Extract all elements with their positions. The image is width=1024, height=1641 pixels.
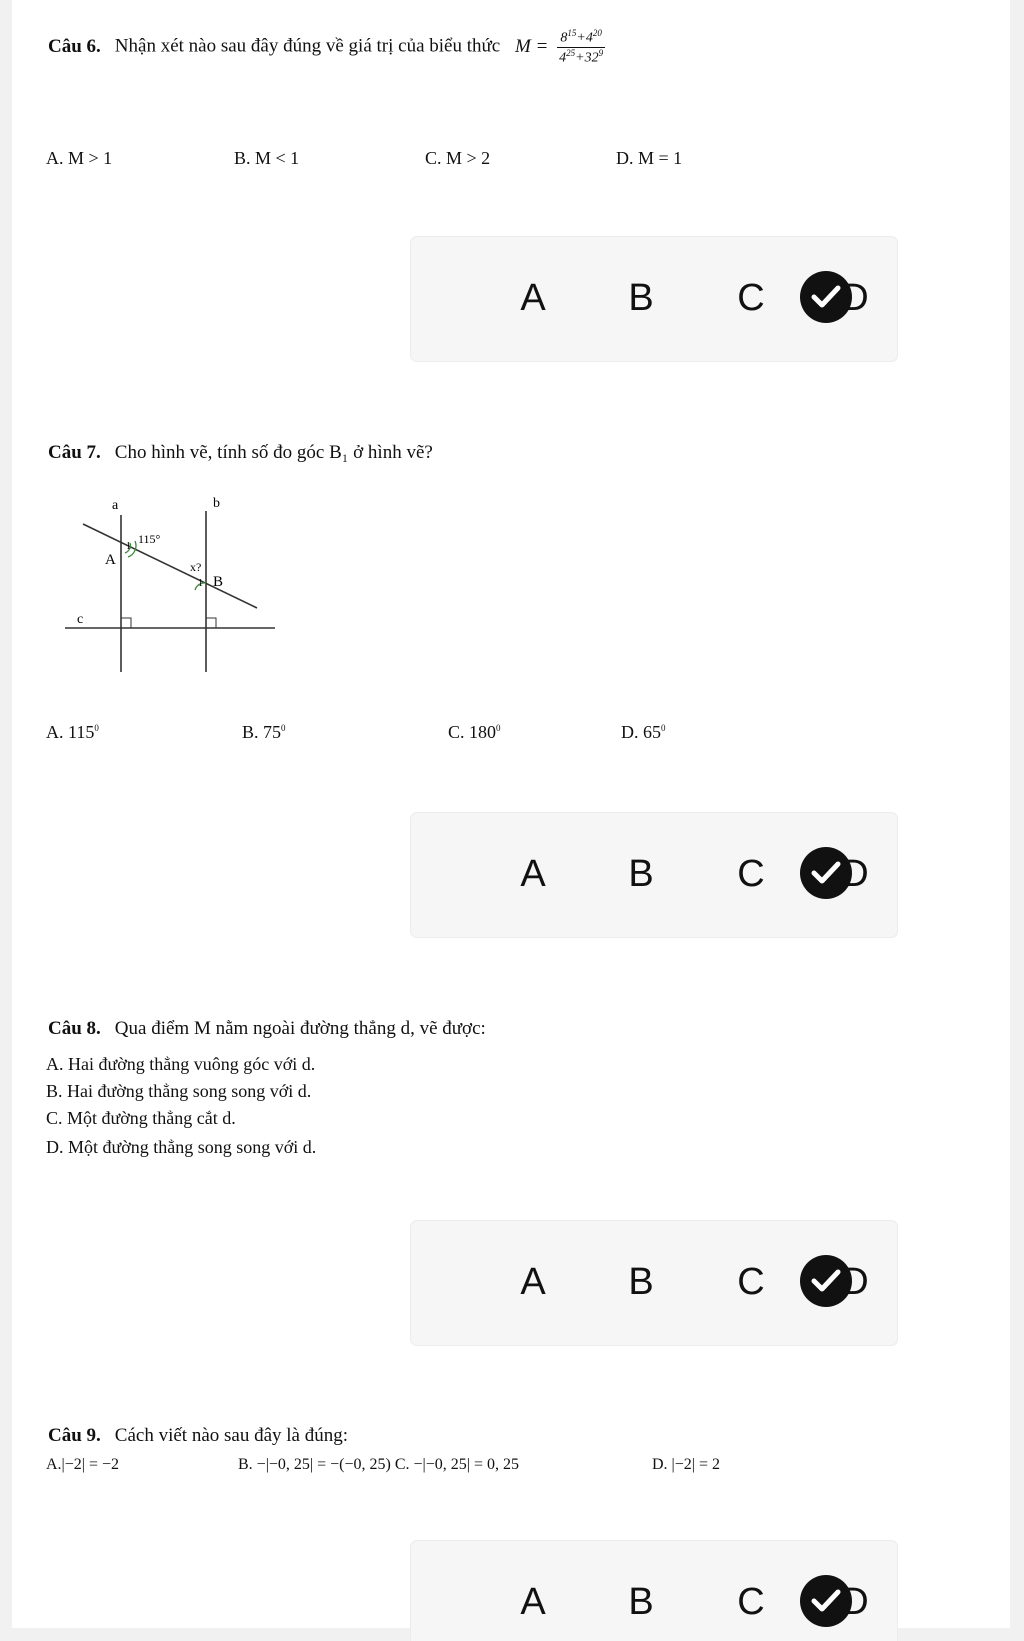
option-d: D. Một đường thẳng song song với d. <box>46 1137 317 1157</box>
answer-d[interactable]: D <box>841 277 869 319</box>
label-a: a <box>112 498 119 513</box>
label-point-b: B <box>213 574 224 590</box>
question-label: Câu 6. <box>48 35 101 57</box>
fraction-denominator: $4^{25}+32^9$ <box>559 47 604 66</box>
expression-fraction <box>557 28 605 66</box>
answer-selector <box>411 1221 897 1345</box>
question-text: Nhận xét nào sau đây đúng về giá trị của biểu thức <box>114 35 501 57</box>
question-9 <box>48 1425 348 1447</box>
option-a: A. M > 1 <box>46 148 113 168</box>
answer-b[interactable]: B <box>628 1261 654 1303</box>
option-b: B. M < 1 <box>234 148 300 168</box>
answer-a[interactable]: A <box>520 1581 546 1623</box>
answer-selector <box>411 237 897 361</box>
answer-c[interactable]: C <box>737 277 765 319</box>
label-c: c <box>77 612 84 627</box>
label-b: b <box>213 497 220 511</box>
question-text: Cách viết nào sau đây là đúng: <box>114 1425 349 1446</box>
option-d: D. M = 1 <box>616 148 683 168</box>
geometry-figure <box>65 497 275 672</box>
expression-lhs: M = <box>514 35 549 57</box>
question-text: Cho hình vẽ, tính số đo góc B₁ ở hình vẽ? <box>114 442 433 463</box>
option-b-c: B. −|−0, 25| = −(−0, 25) C. −|−0, 25| = 0, 25 <box>238 1456 519 1473</box>
question-6 <box>48 28 605 66</box>
option-c: C. M > 2 <box>425 148 491 168</box>
option-d: D. |−2| = 2 <box>652 1456 721 1473</box>
answer-b[interactable]: B <box>628 1581 654 1623</box>
option-c: C. Một đường thẳng cắt d. <box>46 1108 236 1128</box>
answer-d[interactable]: D <box>841 853 869 895</box>
label-x: x? <box>190 560 202 574</box>
answer-selector <box>411 813 897 937</box>
question-7 <box>48 442 433 464</box>
label-angle-115: 115° <box>138 532 161 546</box>
question-label: Câu 7. <box>48 442 101 463</box>
answer-a[interactable]: A <box>520 853 546 895</box>
answer-c[interactable]: C <box>737 853 765 895</box>
question-label: Câu 8. <box>48 1018 101 1039</box>
label-point-a: A <box>105 552 116 568</box>
label-one-b: 1 <box>198 578 203 589</box>
fraction-numerator: $8^{15}+4^{20}$ <box>557 28 605 48</box>
answer-b[interactable]: B <box>628 853 654 895</box>
question-8 <box>48 1018 486 1040</box>
option-b: B. $75^0$ <box>242 722 286 742</box>
answer-c[interactable]: C <box>737 1581 765 1623</box>
answer-a[interactable]: A <box>520 1261 546 1303</box>
answer-selector <box>411 1541 897 1641</box>
answer-c[interactable]: C <box>737 1261 765 1303</box>
answer-a[interactable]: A <box>520 277 546 319</box>
option-a: A.|−2| = −2 <box>46 1456 120 1473</box>
option-a: A. $115^0$ <box>46 722 99 742</box>
option-b: B. Hai đường thẳng song song với d. <box>46 1081 312 1101</box>
option-c: C. $180^0$ <box>448 722 501 742</box>
question-text: Qua điểm M nằm ngoài đường thẳng d, vẽ được: <box>114 1018 486 1039</box>
option-a: A. Hai đường thẳng vuông góc với d. <box>46 1054 316 1074</box>
answer-d[interactable]: D <box>841 1581 869 1623</box>
answer-d[interactable]: D <box>841 1261 869 1303</box>
answer-b[interactable]: B <box>628 277 654 319</box>
document-page <box>12 0 1010 1628</box>
question-label: Câu 9. <box>48 1425 101 1446</box>
option-d: D. $65^0$ <box>621 722 666 742</box>
label-one-a: 1 <box>126 541 131 552</box>
